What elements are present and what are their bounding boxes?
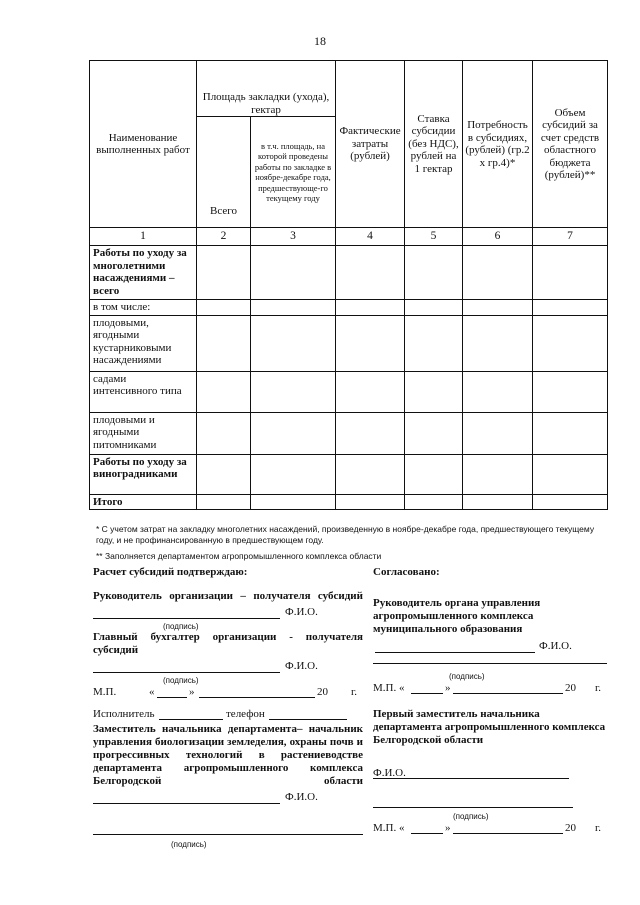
right-head-title: Руководитель органа управления агропромышленного комплекса муниципального образования bbox=[373, 597, 541, 635]
left-year-prefix: 20 bbox=[317, 686, 328, 698]
row-label-care-total: Работы по уходу за многолетними насаждениями – всего bbox=[90, 246, 197, 300]
right-year-prefix-2: 20 bbox=[565, 822, 576, 834]
header-actual-costs: Фактические затраты (рублей) bbox=[336, 61, 405, 228]
header-area-group: Площадь закладки (ухода), гектар bbox=[197, 61, 336, 117]
left-accountant-signature-caption: (подпись) bbox=[163, 676, 199, 685]
footnote-2: ** Заполняется департаментом агропромышленного комплекса области bbox=[96, 551, 382, 561]
row-label-intensive-gardens: садами интенсивного типа bbox=[90, 371, 197, 412]
right-day-line-2 bbox=[411, 833, 443, 834]
right-day-line bbox=[411, 693, 443, 694]
right-heading: Согласовано: bbox=[373, 566, 440, 578]
subsidy-table bbox=[89, 60, 608, 510]
left-executor-label: Исполнитель bbox=[93, 708, 155, 720]
right-month-line bbox=[453, 693, 563, 694]
left-deputy-signature-caption: (подпись) bbox=[171, 840, 207, 849]
right-year-suffix-2: г. bbox=[595, 822, 602, 834]
left-heading: Расчет субсидий подтверждаю: bbox=[93, 566, 248, 578]
right-deputy-title: Первый заместитель начальника департамента агропромышленного комплекса Белгородской области bbox=[373, 708, 606, 746]
col-num-7: 7 bbox=[533, 228, 608, 246]
left-quote-close: » bbox=[189, 686, 195, 698]
row-label-total: Итого bbox=[90, 494, 197, 510]
left-phone-line bbox=[269, 719, 347, 720]
header-total: Всего bbox=[197, 117, 251, 228]
row-label-vineyards: Работы по уходу за виноградниками bbox=[90, 454, 197, 494]
page-number: 18 bbox=[314, 34, 326, 48]
header-work-name: Наименование выполненных работ bbox=[90, 61, 197, 228]
header-need: Потребность в субсидиях, (рублей) (гр.2 х гр.4)* bbox=[463, 61, 533, 228]
col-num-4: 4 bbox=[336, 228, 405, 246]
right-head-rule bbox=[373, 663, 607, 664]
right-deputy-fio: Ф.И.О. bbox=[373, 767, 406, 779]
left-mp: М.П. bbox=[93, 686, 117, 698]
right-signature-block bbox=[373, 566, 607, 834]
row-label-nurseries: плодовыми и ягодными питомниками bbox=[90, 412, 197, 454]
right-head-fio: Ф.И.О. bbox=[539, 640, 572, 652]
right-quote-close-2: » bbox=[445, 822, 451, 834]
left-accountant-fio: Ф.И.О. bbox=[285, 660, 318, 672]
right-head-signature-line bbox=[375, 652, 535, 653]
header-volume: Объем субсидий за счет средств областного бюджета (рублей)** bbox=[533, 61, 608, 228]
row-label-fruit-berry: плодовыми, ягодными кустарниковыми насаждениями bbox=[90, 315, 197, 371]
col-num-2: 2 bbox=[197, 228, 251, 246]
right-year-suffix: г. bbox=[595, 682, 602, 694]
left-head-signature-caption: (подпись) bbox=[163, 622, 199, 631]
left-day-line bbox=[157, 697, 187, 698]
left-signature-block bbox=[93, 566, 363, 849]
footnote-1: * С учетом затрат на закладку многолетних насаждений, произведенную в ноябре-декабре года, предшествующего текущему году, и не профинансированную в предшествующем году. bbox=[96, 524, 595, 545]
right-mp-2: М.П. « bbox=[373, 822, 405, 834]
col-num-5: 5 bbox=[405, 228, 463, 246]
left-accountant-signature-line bbox=[93, 672, 280, 673]
left-head-title: Руководитель организации – получателя субсидий bbox=[93, 590, 363, 602]
header-incl-area: в т.ч. площадь, на которой проведены работы по закладке в ноябре-декабре года, предшествующе-го текущему году bbox=[251, 117, 336, 228]
left-bottom-rule bbox=[93, 834, 363, 835]
right-deputy-signature-caption: (подпись) bbox=[453, 812, 489, 821]
right-quote-close: » bbox=[445, 682, 451, 694]
header-rate: Ставка субсидии (без НДС), рублей на 1 гектар bbox=[405, 61, 463, 228]
col-num-1: 1 bbox=[90, 228, 197, 246]
row-label-including: в том числе: bbox=[90, 300, 197, 316]
right-month-line-2 bbox=[453, 833, 563, 834]
left-head-fio: Ф.И.О. bbox=[285, 606, 318, 618]
right-head-signature-caption: (подпись) bbox=[449, 672, 485, 681]
left-head-signature-line bbox=[93, 618, 280, 619]
col-num-3: 3 bbox=[251, 228, 336, 246]
left-year-suffix: г. bbox=[351, 686, 358, 698]
left-accountant-title: Главный бухгалтер организации - получателя субсидий bbox=[93, 631, 363, 656]
right-mp: М.П. « bbox=[373, 682, 405, 694]
left-deputy-signature-line bbox=[93, 803, 280, 804]
left-phone-label: телефон bbox=[226, 708, 265, 720]
left-deputy-title: Заместитель начальника департамента– начальник управления биологизации земледелия, охраны почв и прогрессивных технологий в растениеводстве департамента агропромышленного комплекса Белгородской области bbox=[93, 723, 363, 787]
left-executor-line bbox=[159, 719, 223, 720]
right-deputy-rule-2 bbox=[373, 807, 573, 808]
left-deputy-fio: Ф.И.О. bbox=[285, 791, 318, 803]
col-num-6: 6 bbox=[463, 228, 533, 246]
left-quote-open: « bbox=[149, 686, 155, 698]
right-year-prefix: 20 bbox=[565, 682, 576, 694]
left-month-line bbox=[199, 697, 315, 698]
